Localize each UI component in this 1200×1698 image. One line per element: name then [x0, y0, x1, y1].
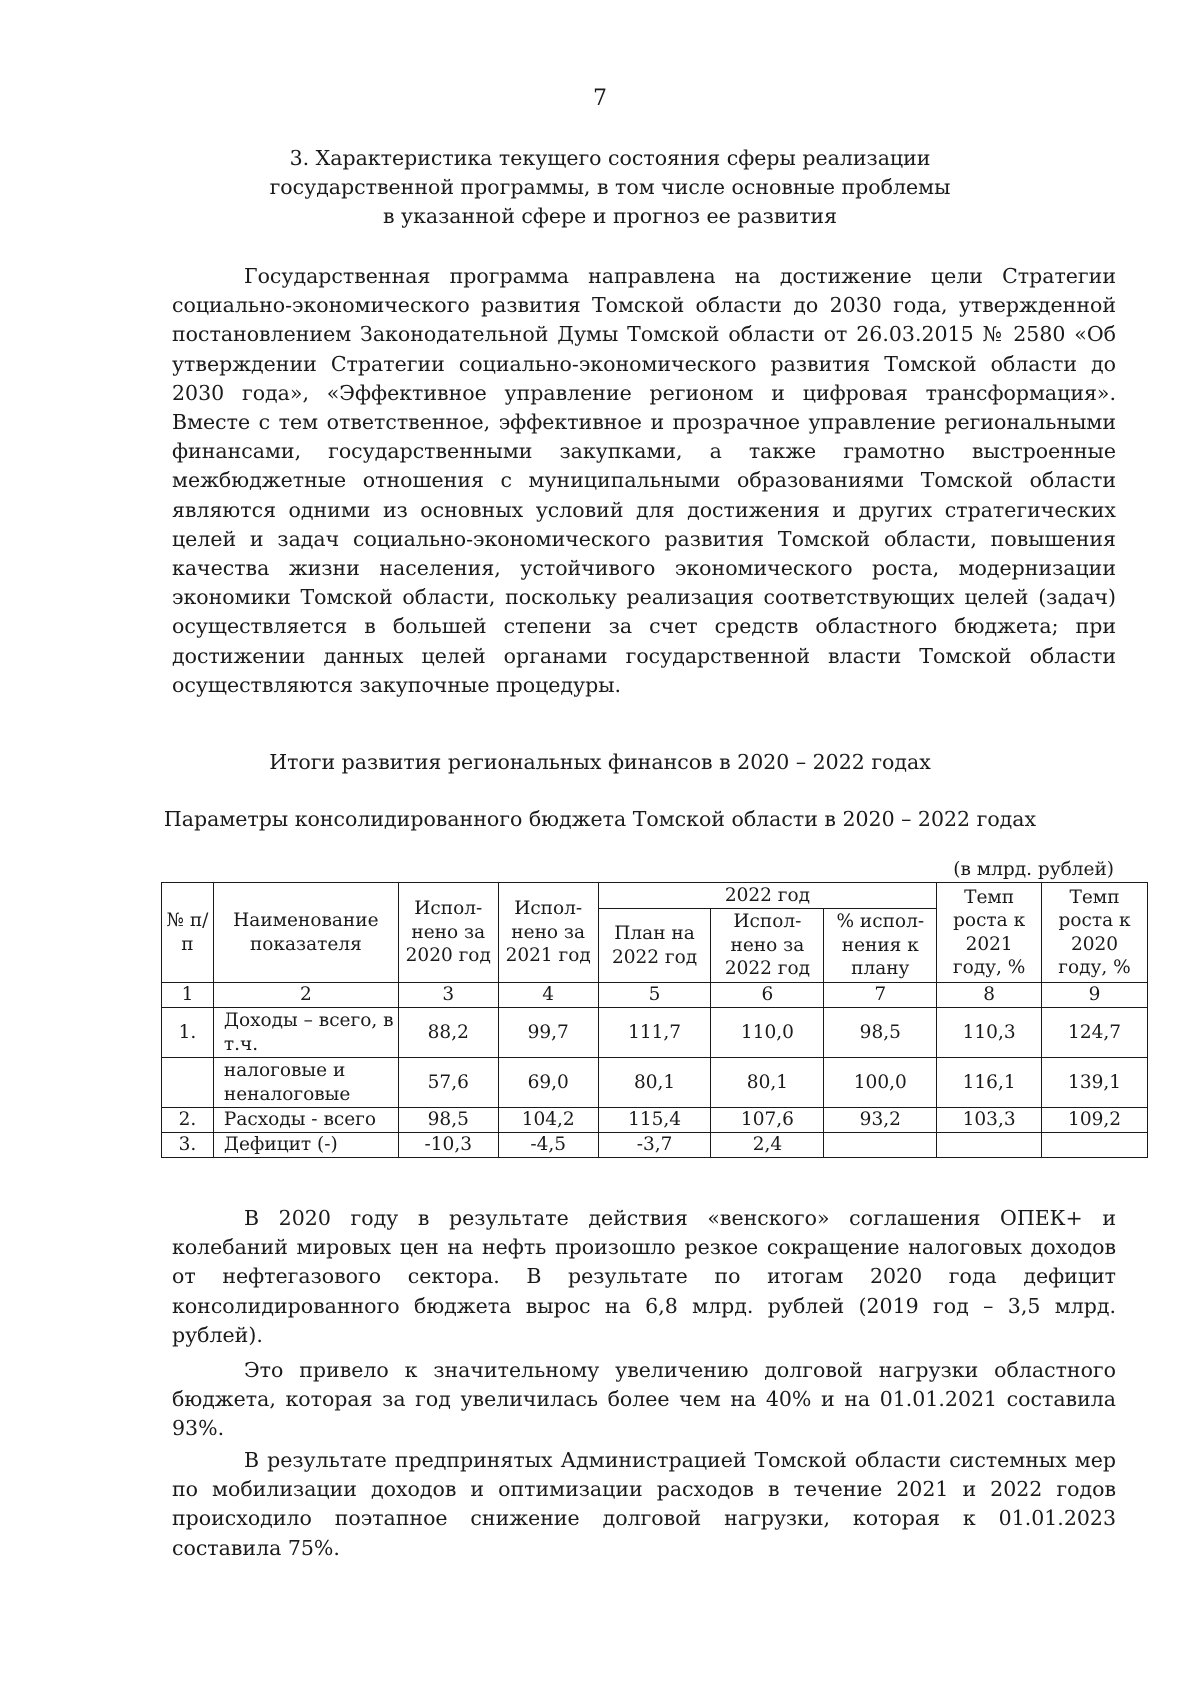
table-cell: 80,1 [711, 1058, 824, 1108]
section-title-line-1: 3. Характеристика текущего состояния сферы реализации [289, 146, 931, 170]
table-cell: 103,3 [937, 1108, 1042, 1133]
column-number: 5 [598, 983, 711, 1008]
table-cell-name: налоговые и неналоговые [213, 1058, 398, 1108]
header-growth-vs-2020: Темп роста к 2020 году, % [1042, 883, 1148, 983]
table-cell: 110,3 [937, 1008, 1042, 1058]
table-cell: 3. [162, 1133, 214, 1158]
table-cell [162, 1058, 214, 1108]
column-number: 1 [162, 983, 214, 1008]
section-title-line-2: государственной программы, в том числе основные проблемы [269, 175, 951, 199]
section-title-line-3: в указанной сфере и прогноз ее развития [382, 204, 838, 228]
table-header-row [162, 883, 1148, 909]
table-cell: 124,7 [1042, 1008, 1148, 1058]
table-cell: 104,2 [498, 1108, 598, 1133]
column-number: 3 [398, 983, 498, 1008]
table-cell [937, 1133, 1042, 1158]
table-cell: 109,2 [1042, 1108, 1148, 1133]
table-cell [1042, 1133, 1148, 1158]
header-number: № п/п [162, 883, 214, 983]
table-cell-name: Расходы - всего [213, 1108, 398, 1133]
table-cell: -10,3 [398, 1133, 498, 1158]
section-title [200, 144, 1020, 231]
table-cell: 88,2 [398, 1008, 498, 1058]
header-growth-vs-2021: Темп роста к 2021 году, % [937, 883, 1042, 983]
header-year-2022: 2022 год [598, 883, 937, 909]
table-cell: 57,6 [398, 1058, 498, 1108]
paragraph-debt-load: Это привело к значительному увеличению долговой нагрузки областного бюджета, которая за год увеличилась более чем на 40% и на 01.01.2021 составила 93%. [172, 1358, 1116, 1441]
header-executed-2022: Испол-нено за 2022 год [711, 909, 824, 983]
paragraph-opec-deficit: В 2020 году в результате действия «венского» соглашения ОПЕК+ и колебаний мировых цен на нефть произошло резкое сокращение налоговых доходов от нефтегазового сектора. В результате по итогам 2020 года дефицит консолидированного бюджета вырос на 6,8 млрд. рублей (2019 год – 3,5 млрд. рублей). [172, 1206, 1116, 1347]
table-cell: 115,4 [598, 1108, 711, 1133]
table-cell: 98,5 [398, 1108, 498, 1133]
subtitle-finance-results: Итоги развития региональных финансов в 2020 – 2022 годах [269, 750, 931, 774]
budget-table [161, 882, 1148, 1158]
column-number: 2 [213, 983, 398, 1008]
paragraph-debt-reduction: В результате предпринятых Администрацией Томской области системных мер по мобилизации доходов и оптимизации расходов в течение 2021 и 2022 годов происходило поэтапное снижение долговой нагрузки, которая к 01.01.2023 составила 75%. [172, 1448, 1116, 1560]
table-cell: 116,1 [937, 1058, 1042, 1108]
table-cell: 99,7 [498, 1008, 598, 1058]
column-number-row [162, 983, 1148, 1008]
table-cell: 93,2 [824, 1108, 937, 1133]
table-cell: 2,4 [711, 1133, 824, 1158]
table-cell: 2. [162, 1108, 214, 1133]
unit-note: (в млрд. рублей) [953, 859, 1114, 880]
table-cell: -4,5 [498, 1133, 598, 1158]
header-execution-percent: % испол-нения к плану [824, 909, 937, 983]
table-row-revenues [162, 1008, 1148, 1058]
table-cell: 111,7 [598, 1008, 711, 1058]
table-cell: 139,1 [1042, 1058, 1148, 1108]
header-indicator-name: Наименование показателя [213, 883, 398, 983]
table-row-expenses [162, 1108, 1148, 1133]
header-executed-2020: Испол-нено за 2020 год [398, 883, 498, 983]
table-cell: 69,0 [498, 1058, 598, 1108]
table-row-deficit [162, 1133, 1148, 1158]
column-number: 4 [498, 983, 598, 1008]
column-number: 7 [824, 983, 937, 1008]
table-cell: -3,7 [598, 1133, 711, 1158]
page-number: 7 [593, 86, 607, 111]
table-cell [824, 1133, 937, 1158]
table-caption: Параметры консолидированного бюджета Томской области в 2020 – 2022 годах [163, 807, 1037, 831]
header-plan-2022: План на 2022 год [598, 909, 711, 983]
table-row-tax-revenues [162, 1058, 1148, 1108]
paragraph-strategy: Государственная программа направлена на достижение цели Стратегии социально-экономического развития Томской области до 2030 года, утвержденной постановлением Законодательной Думы Томской области от 26.03.2015 № 2580 «Об утверждении Стратегии социально-экономического развития Томской области до 2030 года», «Эффективное управление регионом и цифровая трансформация». Вместе с тем ответственное, эффективное и прозрачное управление региональными финансами, государственными закупками, а также грамотно выстроенные межбюджетные отношения с муниципальными образованиями Томской области являются одними из основных условий для достижения и других стратегических целей и задач социально-экономического развития Томской области, повышения качества жизни населения, устойчивого экономического роста, модернизации экономики Томской области, поскольку реализация соответствующих целей (задач) осуществляется в большей степени за счет средств областного бюджета; при достижении данных целей органами государственной власти Томской области осуществляются закупочные процедуры. [172, 264, 1116, 697]
table-cell-name: Дефицит (-) [213, 1133, 398, 1158]
column-number: 6 [711, 983, 824, 1008]
table-cell: 1. [162, 1008, 214, 1058]
table-cell: 110,0 [711, 1008, 824, 1058]
column-number: 8 [937, 983, 1042, 1008]
column-number: 9 [1042, 983, 1148, 1008]
table-cell-name: Доходы – всего, в т.ч. [213, 1008, 398, 1058]
table-cell: 80,1 [598, 1058, 711, 1108]
table-cell: 107,6 [711, 1108, 824, 1133]
table-cell: 100,0 [824, 1058, 937, 1108]
header-executed-2021: Испол-нено за 2021 год [498, 883, 598, 983]
table-cell: 98,5 [824, 1008, 937, 1058]
